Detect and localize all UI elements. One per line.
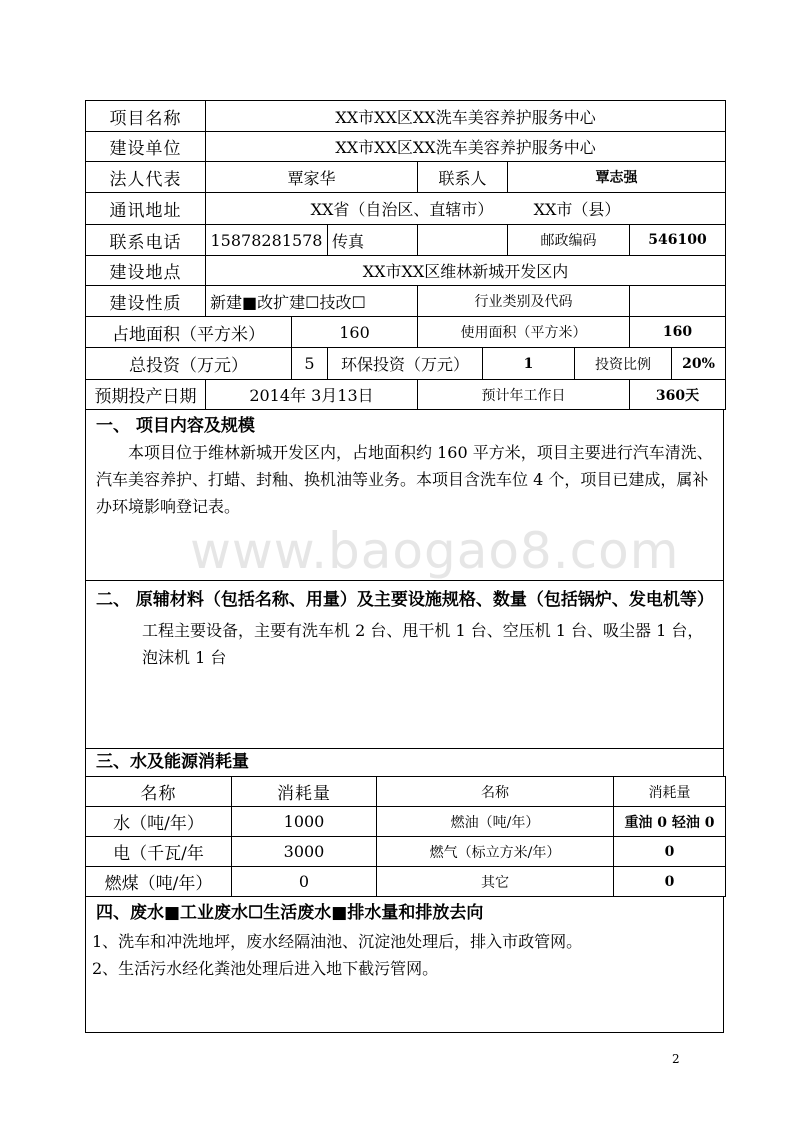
address-city: XX市（县） xyxy=(533,200,621,219)
energy-col-name: 名称 xyxy=(86,777,232,807)
energy-row-amount2: 0 xyxy=(614,867,726,897)
energy-row-name2: 其它 xyxy=(377,867,614,897)
project-name-label: 项目名称 xyxy=(86,101,206,132)
land-area-label: 占地面积（平方米） xyxy=(86,317,292,348)
fax-label: 传真 xyxy=(328,225,418,256)
energy-col-amount2: 消耗量 xyxy=(614,777,726,807)
address-province: XX省（自治区、直辖市） xyxy=(310,200,494,219)
section-materials xyxy=(85,581,724,749)
section-1-title: 一、 项目内容及规模 xyxy=(96,416,255,436)
site-value: XX市XX区维林新城开发区内 xyxy=(206,256,726,286)
ratio-value: 20% xyxy=(672,348,726,380)
workdays-label: 预计年工作日 xyxy=(418,380,630,410)
phone-value: 15878281578 xyxy=(206,225,328,256)
energy-row-amount: 3000 xyxy=(232,837,377,867)
industry-value xyxy=(630,286,726,317)
date-value: 2014年 3月13日 xyxy=(206,380,418,410)
use-area-label: 使用面积（平方米） xyxy=(418,317,630,348)
date-label: 预期投产日期 xyxy=(86,380,206,410)
energy-col-amount: 消耗量 xyxy=(232,777,377,807)
energy-row-amount: 0 xyxy=(232,867,377,897)
fax-value xyxy=(418,225,508,256)
investment-label: 总投资（万元） xyxy=(86,348,292,380)
investment-value: 5 xyxy=(292,348,328,380)
workdays-value: 360天 xyxy=(630,380,726,410)
section-2-title: 二、 原辅材料（包括名称、用量）及主要设施规格、数量（包括锅炉、发电机等） xyxy=(96,590,714,610)
energy-col-name2: 名称 xyxy=(377,777,614,807)
env-investment-label: 环保投资（万元） xyxy=(328,348,483,380)
builder-label: 建设单位 xyxy=(86,132,206,162)
section-wastewater xyxy=(85,896,724,1033)
ratio-label: 投资比例 xyxy=(575,348,672,380)
table-row xyxy=(86,837,726,867)
postcode-value: 546100 xyxy=(630,225,726,256)
use-area-value: 160 xyxy=(630,317,726,348)
contact-value: 覃志强 xyxy=(508,162,726,193)
legal-rep-value: 覃家华 xyxy=(206,162,418,193)
energy-row-name2: 燃油（吨/年） xyxy=(377,807,614,837)
builder-value: XX市XX区XX洗车美容养护服务中心 xyxy=(206,132,726,162)
section-4-line-2: 2、生活污水经化粪池处理后进入地下截污管网。 xyxy=(92,959,439,978)
table-row xyxy=(86,807,726,837)
address-value xyxy=(206,193,726,225)
contact-label: 联系人 xyxy=(418,162,508,193)
energy-row-amount: 1000 xyxy=(232,807,377,837)
energy-table xyxy=(85,776,726,897)
section-4-title: 四、废水■工业废水☐生活废水■排水量和排放去向 xyxy=(96,903,484,923)
legal-rep-label: 法人代表 xyxy=(86,162,206,193)
land-area-value: 160 xyxy=(292,317,418,348)
address-label: 通讯地址 xyxy=(86,193,206,225)
watermark: www.baogao8.com xyxy=(190,522,680,580)
energy-row-name: 电（千瓦/年 xyxy=(86,837,232,867)
project-name-value: XX市XX区XX洗车美容养护服务中心 xyxy=(206,101,726,132)
energy-row-name2: 燃气（标立方米/年） xyxy=(377,837,614,867)
energy-row-amount2: 重油 0 轻油 0 xyxy=(614,807,726,837)
nature-label: 建设性质 xyxy=(86,286,206,317)
site-label: 建设地点 xyxy=(86,256,206,286)
industry-label: 行业类别及代码 xyxy=(418,286,630,317)
postcode-label: 邮政编码 xyxy=(508,225,630,256)
project-info-table xyxy=(85,100,726,410)
energy-row-name: 燃煤（吨/年） xyxy=(86,867,232,897)
table-row xyxy=(86,867,726,897)
energy-row-name: 水（吨/年） xyxy=(86,807,232,837)
phone-label: 联系电话 xyxy=(86,225,206,256)
section-2-body: 工程主要设备，主要有洗车机 2 台、甩干机 1 台、空压机 1 台、吸尘器 1 台，泡沫机 1 台 xyxy=(142,621,704,667)
section-4-line-1: 1、洗车和冲洗地坪，废水经隔油池、沉淀池处理后，排入市政管网。 xyxy=(92,932,583,951)
section-3-title: 三、水及能源消耗量 xyxy=(96,752,249,772)
env-investment-value: 1 xyxy=(483,348,575,380)
page-number: 2 xyxy=(672,1052,680,1066)
energy-row-amount2: 0 xyxy=(614,837,726,867)
section-energy xyxy=(85,749,724,777)
section-1-body: 本项目位于维林新城开发区内，占地面积约 160 平方米，项目主要进行汽车清洗、汽车美容养护、打蜡、封釉、换机油等业务。本项目含洗车位 4 个，项目已建成，属补办环境影响登记表。 xyxy=(96,443,713,516)
nature-value: 新建■改扩建☐技改☐ xyxy=(206,286,418,317)
